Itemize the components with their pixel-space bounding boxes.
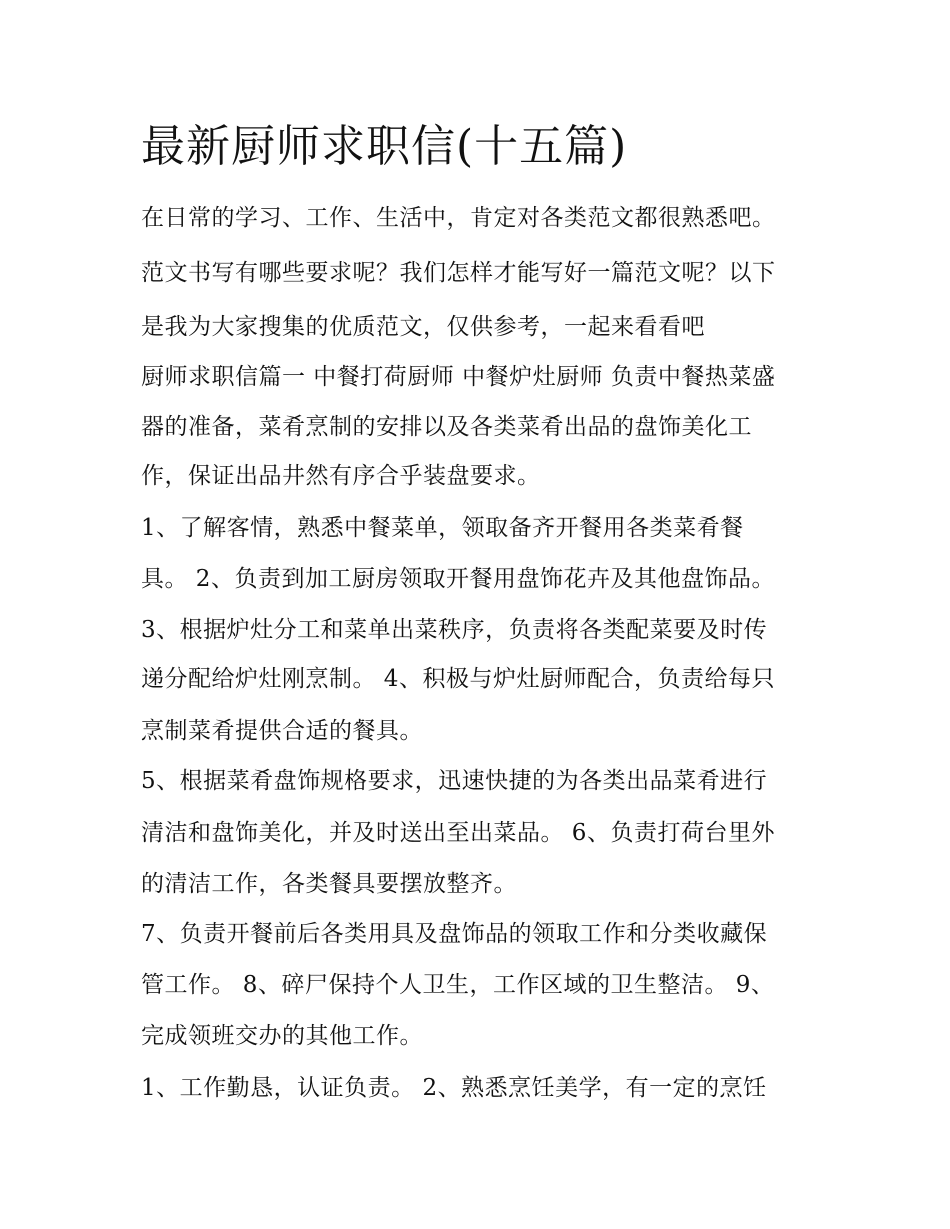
paragraph-line: 3、根据炉灶分工和菜单出菜秩序，负责将各类配菜要及时传: [141, 617, 768, 643]
paragraph-line: 清洁和盘饰美化，并及时送出至出菜品。 6、负责打荷台里外: [141, 820, 775, 846]
paragraph-line: 7、负责开餐前后各类用具及盘饰品的领取工作和分类收藏保: [141, 921, 768, 947]
paragraph-line: 的清洁工作，各类餐具要摆放整齐。: [141, 871, 517, 897]
paragraph-line: 是我为大家搜集的优质范文，仅供参考，一起来看看吧: [141, 314, 705, 340]
paragraph-line: 管工作。 8、碎尸保持个人卫生，工作区域的卫生整洁。 9、: [141, 972, 775, 998]
paragraph-line: 器的准备，菜肴烹制的安排以及各类菜肴出品的盘饰美化工: [141, 414, 752, 440]
paragraph-line: 具。 2、负责到加工厨房领取开餐用盘饰花卉及其他盘饰品。: [141, 566, 775, 592]
paragraph-line: 厨师求职信篇一 中餐打荷厨师 中餐炉灶厨师 负责中餐热菜盛: [141, 364, 776, 390]
paragraph-line: 递分配给炉灶刚烹制。 4、积极与炉灶厨师配合，负责给每只: [141, 666, 775, 692]
document-title: 最新厨师求职信(十五篇): [141, 121, 628, 172]
paragraph-line: 范文书写有哪些要求呢？我们怎样才能写好一篇范文呢？以下: [141, 260, 776, 286]
paragraph-line: 烹制菜肴提供合适的餐具。: [141, 718, 423, 744]
paragraph-line: 作，保证出品井然有序合乎装盘要求。: [141, 463, 541, 489]
paragraph-line: 1、工作勤恳，认证负责。 2、熟悉烹饪美学，有一定的烹饪: [141, 1075, 767, 1101]
paragraph-line: 5、根据菜肴盘饰规格要求，迅速快捷的为各类出品菜肴进行: [141, 768, 768, 794]
paragraph-line: 完成领班交办的其他工作。: [141, 1023, 423, 1049]
paragraph-line: 1、了解客情，熟悉中餐菜单，领取备齐开餐用各类菜肴餐: [141, 515, 744, 541]
paragraph-line: 在日常的学习、工作、生活中，肯定对各类范文都很熟悉吧。: [141, 205, 776, 231]
